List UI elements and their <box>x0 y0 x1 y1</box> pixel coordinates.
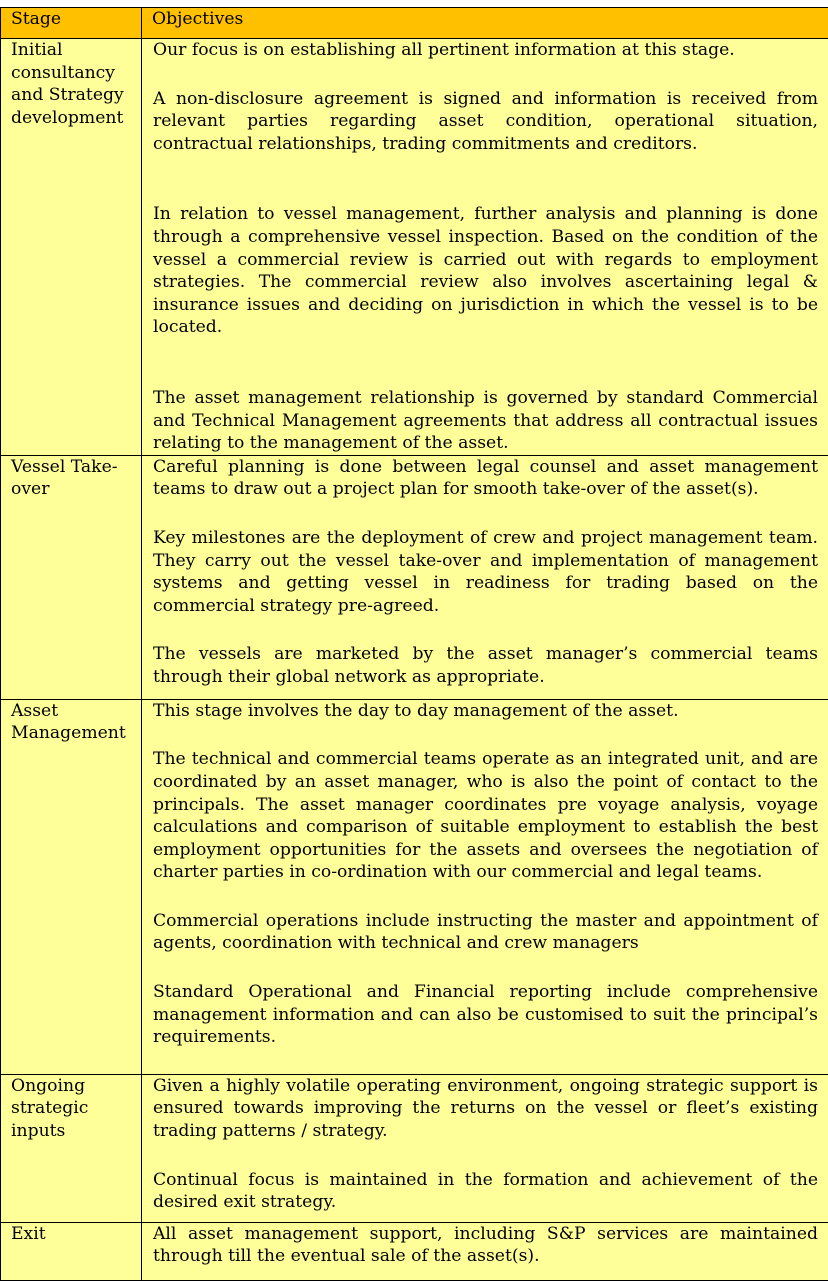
objectives-cell <box>142 1074 828 1222</box>
stage-cell: Exit <box>1 1222 142 1280</box>
objective-paragraph: Continual focus is maintained in the formation and achievement of the desired exit strategy. <box>153 1169 818 1214</box>
objective-paragraph: Our focus is on establishing all pertinent information at this stage. <box>153 39 818 62</box>
header-row <box>1 8 828 39</box>
stage-cell: Vessel Take-over <box>1 455 142 699</box>
stage-header: Stage <box>1 8 142 39</box>
objectives-cell <box>142 1222 828 1280</box>
table-row <box>1 1074 828 1222</box>
objective-paragraph: The vessels are marketed by the asset manager’s commercial teams through their global network as appropriate. <box>153 643 818 688</box>
objective-paragraph: All asset management support, including S&P services are maintained through till the eventual sale of the asset(s). <box>153 1223 818 1268</box>
objective-paragraph: A non-disclosure agreement is signed and information is received from relevant parties regarding asset condition, operational situation, contractual relationships, trading commitments and creditors. <box>153 88 818 156</box>
stage-cell: Initial consultancy and Strategy development <box>1 39 142 456</box>
table-row <box>1 699 828 1074</box>
table-row <box>1 39 828 456</box>
objective-paragraph: Key milestones are the deployment of crew and project management team. They carry out the vessel take-over and implementation of management systems and getting vessel in readiness for trading based on the commercial strategy pre-agreed. <box>153 527 818 617</box>
objective-paragraph: In relation to vessel management, further analysis and planning is done through a comprehensive vessel inspection. Based on the condition of the vessel a commercial review is carried out with regards to employment strategies. The commercial review also involves ascertaining legal & insurance issues and deciding on jurisdiction in which the vessel is to be located. <box>153 203 818 339</box>
objectives-cell <box>142 699 828 1074</box>
objective-paragraph: Careful planning is done between legal counsel and asset management teams to draw out a project plan for smooth take-over of the asset(s). <box>153 456 818 501</box>
stage-cell: Asset Management <box>1 699 142 1074</box>
objective-paragraph: The asset management relationship is governed by standard Commercial and Technical Management agreements that address all contractual issues relating to the management of the asset. <box>153 387 818 455</box>
objective-paragraph: Standard Operational and Financial reporting include comprehensive management information and can also be customised to suit the principal’s requirements. <box>153 981 818 1049</box>
objectives-cell <box>142 39 828 456</box>
table-row <box>1 455 828 699</box>
stages-table <box>0 7 828 1281</box>
objective-paragraph: Given a highly volatile operating environment, ongoing strategic support is ensured towards improving the returns on the vessel or fleet’s existing trading patterns / strategy. <box>153 1075 818 1143</box>
table-row <box>1 1222 828 1280</box>
objectives-cell <box>142 455 828 699</box>
objective-paragraph: The technical and commercial teams operate as an integrated unit, and are coordinated by an asset manager, who is also the point of contact to the principals. The asset manager coordinates pre voyage analysis, voyage calculations and comparison of suitable employment to establish the best employment opportunities for the assets and oversees the negotiation of charter parties in co-ordination with our commercial and legal teams. <box>153 748 818 884</box>
stage-cell: Ongoing strategic inputs <box>1 1074 142 1222</box>
objectives-header: Objectives <box>142 8 828 39</box>
objective-paragraph: This stage involves the day to day management of the asset. <box>153 700 818 723</box>
objective-paragraph: Commercial operations include instructing the master and appointment of agents, coordination with technical and crew managers <box>153 910 818 955</box>
